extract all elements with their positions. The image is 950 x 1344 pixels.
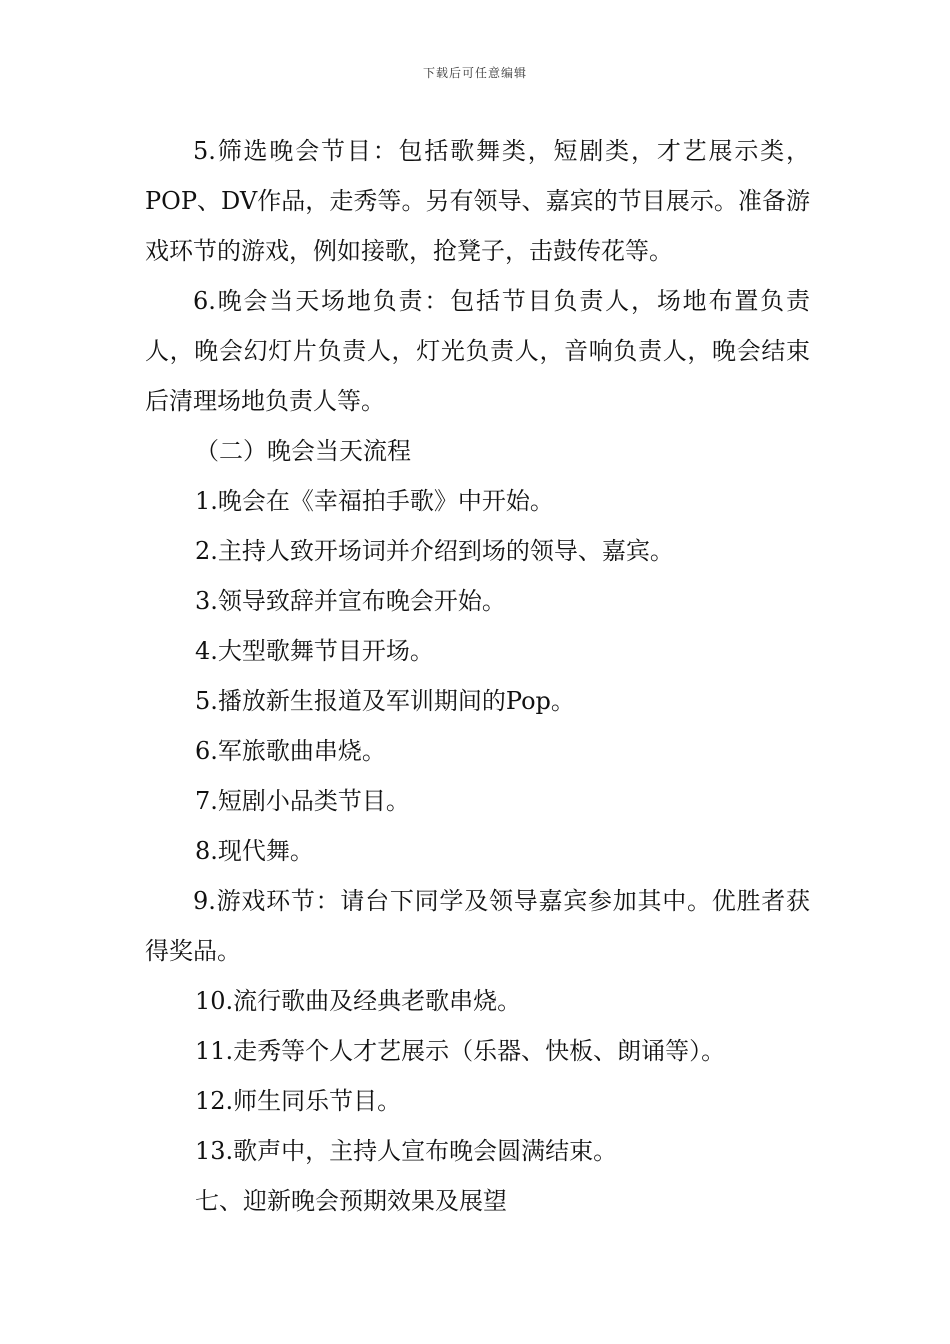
list-item: 2.主持人致开场词并介绍到场的领导、嘉宾。: [195, 537, 674, 565]
list-item: 5.播放新生报道及军训期间的Pop。: [195, 687, 575, 715]
list-item: 12.师生同乐节目。: [195, 1087, 402, 1115]
paragraph-venue-responsibility: 6.晚会当天场地负责：包括节目负责人，场地布置负责人，晚会幻灯片负责人，灯光负责人，音响负责人，晚会结束后清理场地负责人等。: [145, 287, 810, 415]
page-header-note: 下载后可任意编辑: [422, 66, 527, 80]
list-item: 10.流行歌曲及经典老歌串烧。: [195, 987, 522, 1015]
list-item: 8.现代舞。: [195, 837, 314, 865]
list-item: 3.领导致辞并宣布晚会开始。: [195, 587, 506, 615]
list-item: 1.晚会在《幸福拍手歌》中开始。: [195, 487, 554, 515]
list-item: 6.军旅歌曲串烧。: [195, 737, 386, 765]
document-body: [145, 126, 810, 1226]
paragraph-program-selection: 5.筛选晚会节目：包括歌舞类，短剧类，才艺展示类，POP、DV作品，走秀等。另有领导、嘉宾的节目展示。准备游戏环节的游戏，例如接歌，抢凳子，击鼓传花等。: [145, 137, 810, 265]
section-heading-expected-effect: 七、迎新晚会预期效果及展望: [195, 1187, 507, 1215]
list-item: 7.短剧小品类节目。: [195, 787, 410, 815]
list-item: 4.大型歌舞节目开场。: [195, 637, 434, 665]
paragraph-game-segment: 9.游戏环节：请台下同学及领导嘉宾参加其中。优胜者获得奖品。: [145, 887, 810, 965]
list-item: 13.歌声中，主持人宣布晚会圆满结束。: [195, 1137, 618, 1165]
section-heading-event-flow: （二）晚会当天流程: [195, 437, 411, 465]
list-item: 11.走秀等个人才艺展示（乐器、快板、朗诵等）。: [195, 1037, 726, 1065]
